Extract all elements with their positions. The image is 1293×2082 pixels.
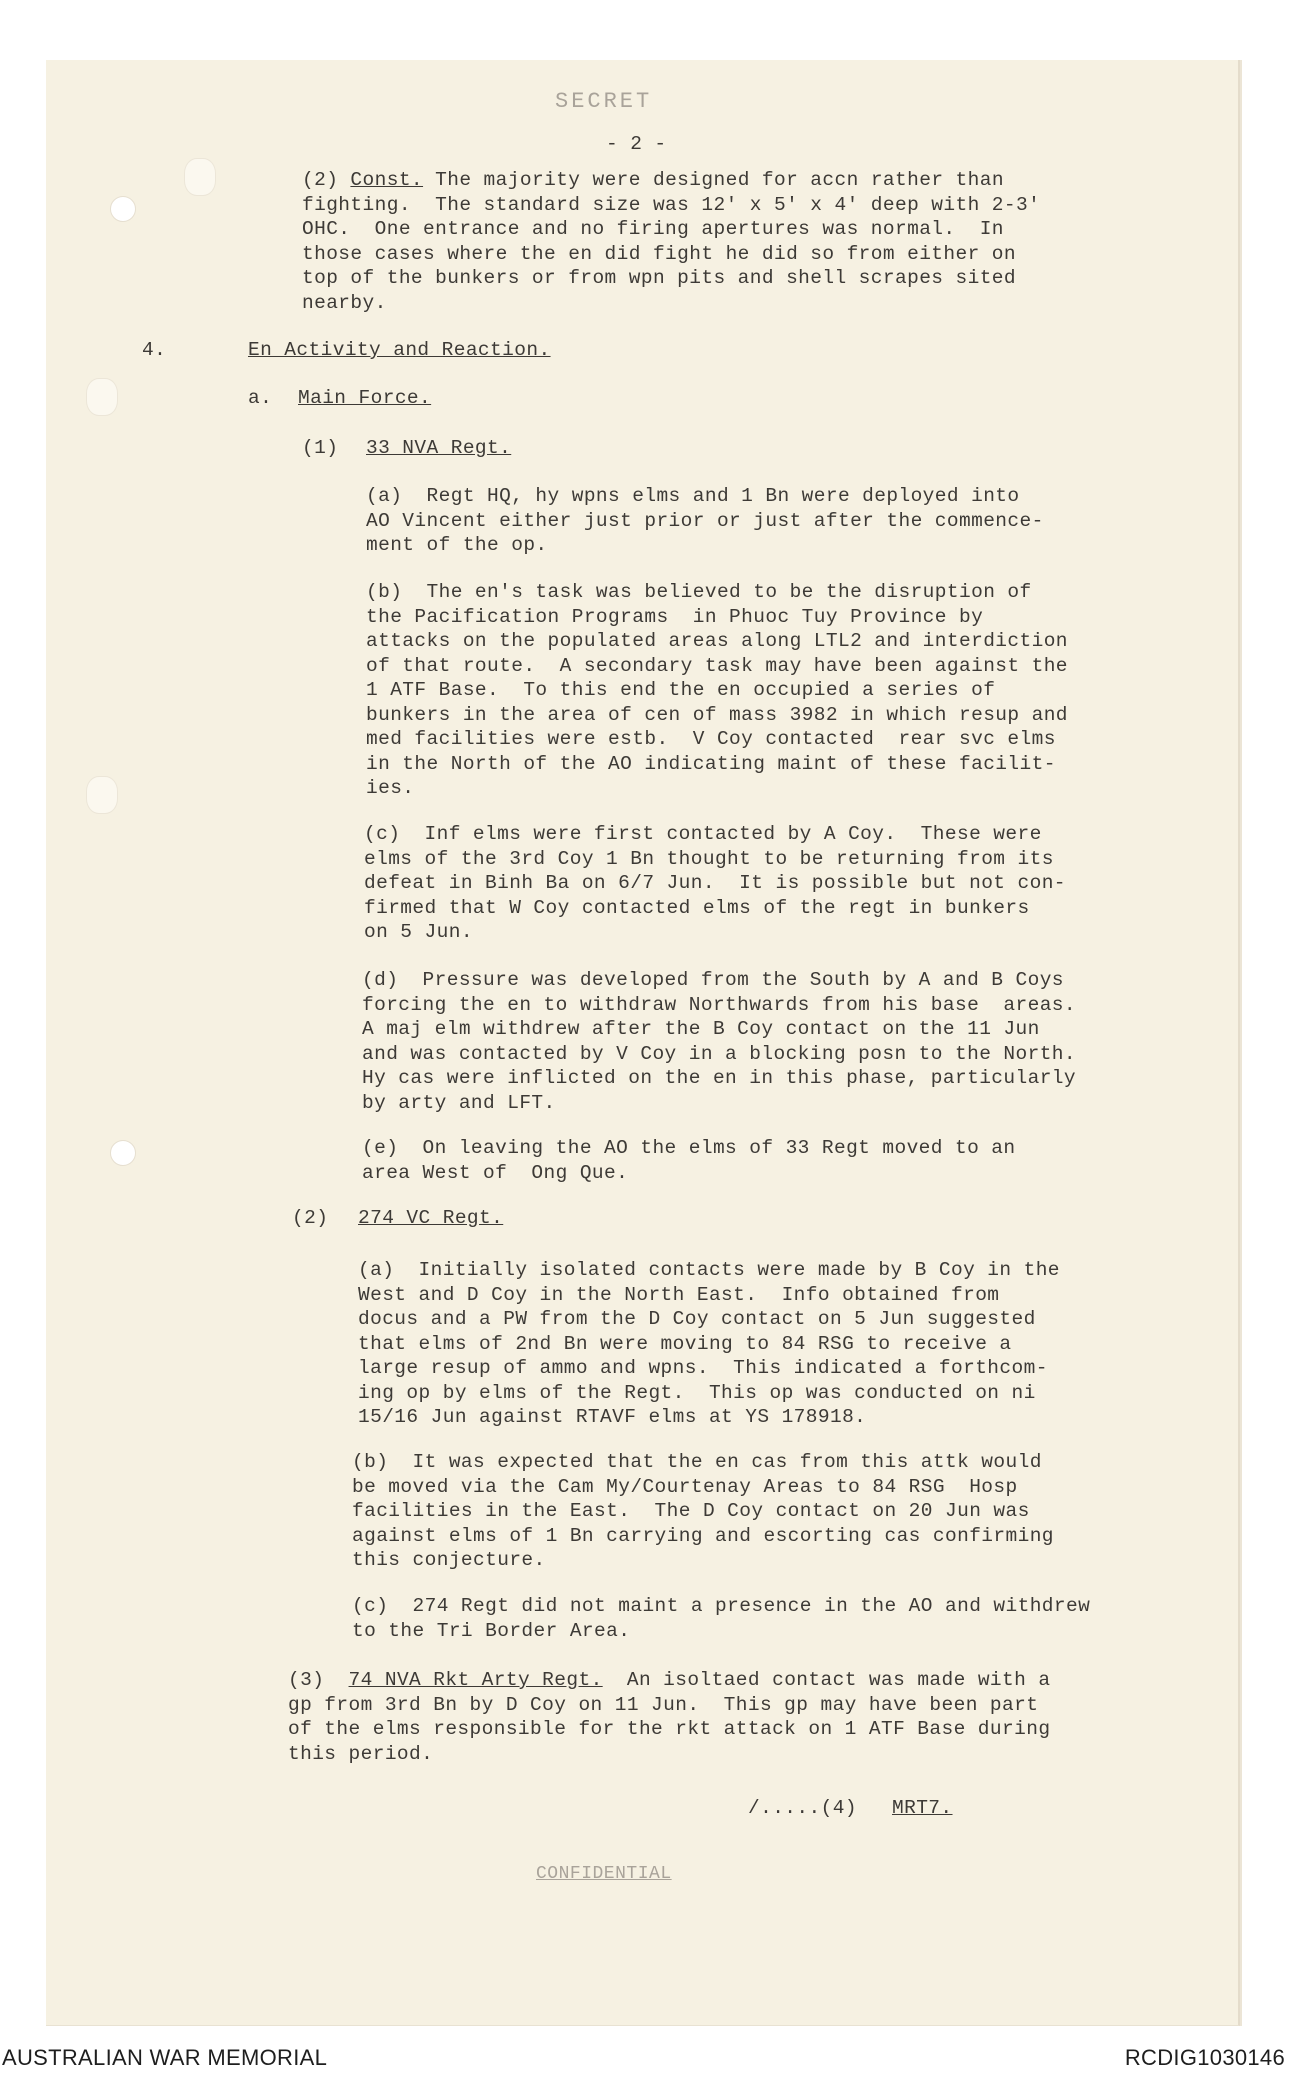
text-line: this conjecture. bbox=[352, 1549, 546, 1571]
text-line: (a) Regt HQ, hy wpns elms and 1 Bn were deployed into bbox=[366, 485, 1020, 507]
text-line: (d) Pressure was developed from the South by A and B Coys bbox=[362, 969, 1064, 991]
text-line: that elms of 2nd Bn were moving to 84 RSG to receive a bbox=[358, 1332, 1012, 1355]
text-line: A maj elm withdrew after the B Coy contact on the 11 Jun bbox=[362, 1018, 1040, 1040]
text-line: The majority were designed for accn rather than bbox=[423, 169, 1004, 191]
text-line: the Pacification Programs in Phuoc Tuy Province by bbox=[366, 605, 984, 628]
text-line: and was contacted by V Coy in a blocking posn to the North. bbox=[362, 1042, 1077, 1065]
text-line: this period. bbox=[288, 1742, 434, 1765]
text-line: nearby. bbox=[302, 291, 387, 314]
text-line: ies. bbox=[366, 777, 415, 799]
regt-number: (2) bbox=[292, 1207, 329, 1229]
section-heading: En Activity and Reaction. bbox=[248, 339, 551, 361]
text-line: (c) 274 Regt did not maint a presence in the AO and withdrew bbox=[352, 1595, 1091, 1617]
regt-heading: 74 NVA Rkt Arty Regt. bbox=[348, 1669, 603, 1691]
regt-number: (3) bbox=[288, 1669, 325, 1691]
classification-footer: CONFIDENTIAL bbox=[536, 1864, 672, 1884]
text-line: (e) On leaving the AO the elms of 33 Regt moved to an bbox=[362, 1137, 1016, 1159]
para-heading: Const. bbox=[350, 169, 424, 191]
text-line: (b) It was expected that the en cas from this attk would bbox=[352, 1451, 1042, 1473]
text-line: on 5 Jun. bbox=[364, 921, 473, 943]
regt74-first-line bbox=[288, 1668, 1050, 1693]
text-line: (a) Initially isolated contacts were made by B Coy in the bbox=[358, 1259, 1060, 1281]
text-line: defeat in Binh Ba on 6/7 Jun. It is possible but not con- bbox=[364, 872, 1066, 894]
text-line: fighting. The standard size was 12' x 5' x 4' deep with 2-3' bbox=[302, 193, 1041, 216]
subsection-heading: Main Force. bbox=[298, 387, 432, 409]
text-line: (b) The en's task was believed to be the disruption of bbox=[366, 581, 1032, 603]
regt-number: (1) bbox=[302, 437, 339, 459]
regt-heading: 33 NVA Regt. bbox=[366, 437, 512, 459]
text-line: by arty and LFT. bbox=[362, 1091, 556, 1114]
text-line: med facilities were estb. V Coy contacted rear svc elms bbox=[366, 728, 1056, 750]
classification-header: SECRET bbox=[555, 89, 653, 114]
text-line: be moved via the Cam My/Courtenay Areas to 84 RSG Hosp bbox=[352, 1475, 1018, 1498]
text-line: in the North of the AO indicating maint of these facilit- bbox=[366, 752, 1056, 775]
text-line: to the Tri Border Area. bbox=[352, 1619, 631, 1642]
text-line: An isoltaed contact was made with a bbox=[602, 1669, 1051, 1691]
punch-hole bbox=[110, 196, 136, 222]
para-number: (2) bbox=[302, 169, 339, 191]
punch-hole bbox=[110, 1140, 136, 1166]
text-line: West and D Coy in the North East. Info obtained from bbox=[358, 1283, 1000, 1306]
text-line: firmed that W Coy contacted elms of the regt in bunkers bbox=[364, 896, 1030, 919]
text-line: elms of the 3rd Coy 1 Bn thought to be returning from its bbox=[364, 847, 1054, 870]
text-line: facilities in the East. The D Coy contact on 20 Jun was bbox=[352, 1500, 1030, 1522]
text-line: area West of Ong Que. bbox=[362, 1161, 629, 1184]
section-number: 4. bbox=[142, 339, 167, 361]
text-line: large resup of ammo and wpns. This indicated a forthcom- bbox=[358, 1357, 1048, 1379]
text-line: 15/16 Jun against RTAVF elms at YS 178918. bbox=[358, 1406, 867, 1428]
text-line: gp from 3rd Bn by D Coy on 11 Jun. This gp may have been part bbox=[288, 1693, 1039, 1716]
text-line: bunkers in the area of cen of mass 3982 in which resup and bbox=[366, 703, 1068, 726]
text-line: AO Vincent either just prior or just after the commence- bbox=[366, 509, 1044, 532]
continuation-ref: MRT7. bbox=[892, 1797, 953, 1819]
text-line: against elms of 1 Bn carrying and escorting cas confirming bbox=[352, 1524, 1054, 1547]
text-line: those cases where the en did fight he did so from either on bbox=[302, 242, 1017, 265]
text-line: 1 ATF Base. To this end the en occupied a series of bbox=[366, 679, 996, 701]
text-line: attacks on the populated areas along LTL2 and interdiction bbox=[366, 630, 1068, 652]
text-line: docus and a PW from the D Coy contact on 5 Jun suggested bbox=[358, 1308, 1036, 1330]
paper-tear bbox=[86, 776, 118, 814]
text-line: Hy cas were inflicted on the en in this phase, particularly bbox=[362, 1067, 1077, 1089]
text-line: (c) Inf elms were first contacted by A Coy. These were bbox=[364, 823, 1042, 845]
regt-heading: 274 VC Regt. bbox=[358, 1207, 504, 1229]
text-line: ment of the op. bbox=[366, 534, 548, 556]
text-line: OHC. One entrance and no firing apertures was normal. In bbox=[302, 218, 1004, 240]
page-number: - 2 - bbox=[606, 133, 667, 155]
text-line: of the elms responsible for the rkt attack on 1 ATF Base during bbox=[288, 1718, 1051, 1740]
text-line: forcing the en to withdraw Northwards from his base areas. bbox=[362, 993, 1077, 1016]
paper-tear bbox=[86, 378, 118, 416]
paper-tear bbox=[184, 158, 216, 196]
subsection-letter: a. bbox=[248, 387, 273, 409]
archive-credit: AUSTRALIAN WAR MEMORIAL bbox=[2, 2045, 328, 2070]
continuation-marker: /.....(4) bbox=[748, 1797, 857, 1819]
text-line: of that route. A secondary task may have been against the bbox=[366, 654, 1068, 677]
para-const-first-line bbox=[302, 168, 1004, 193]
archive-id: RCDIG1030146 bbox=[1124, 2045, 1285, 2070]
text-line: ing op by elms of the Regt. This op was conducted on ni bbox=[358, 1381, 1036, 1404]
text-line: top of the bunkers or from wpn pits and shell scrapes sited bbox=[302, 267, 1017, 289]
